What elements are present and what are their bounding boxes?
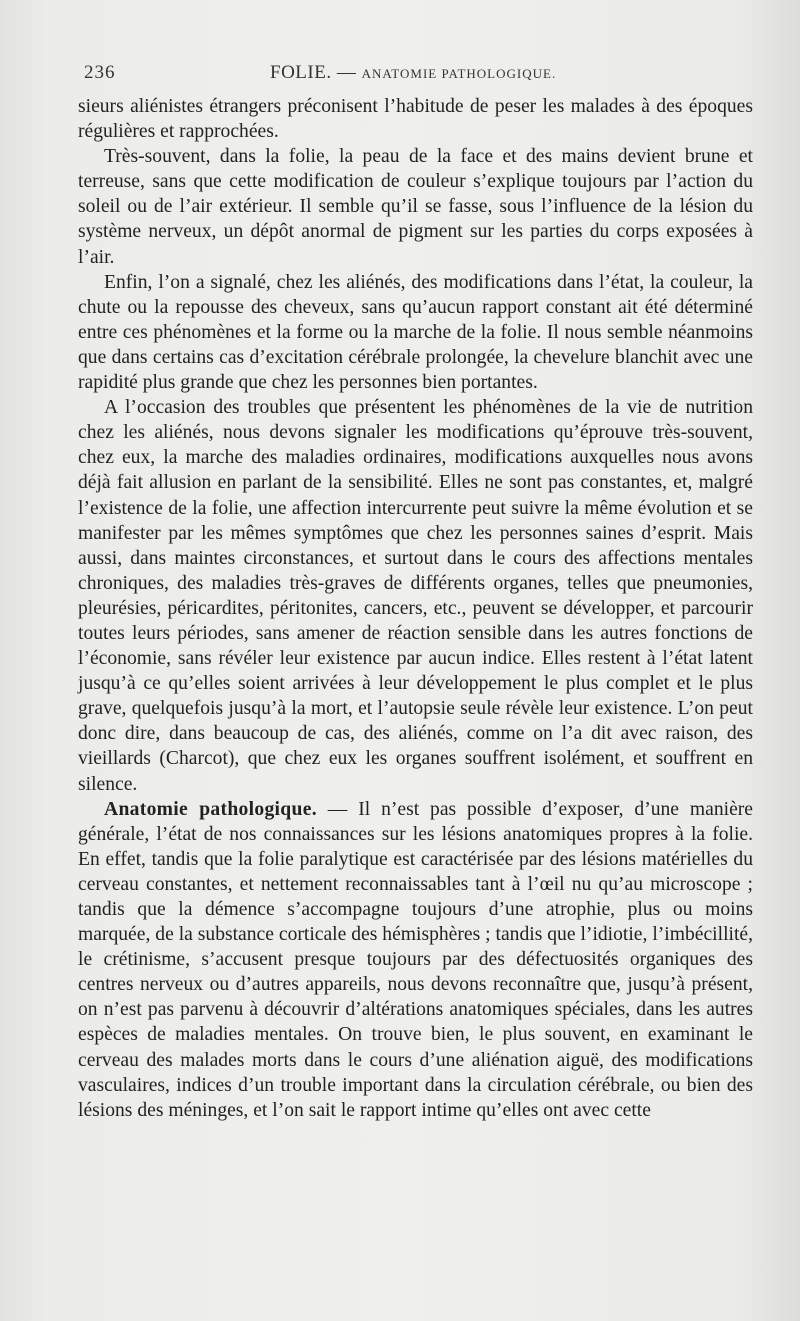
paragraph-text: sieurs aliénistes étrangers préconisent l’habitude de peser les malades à des époques régulières et rapprochées. [78,96,753,143]
paragraph-anatomie-pathologique [78,797,753,1123]
running-head [84,62,754,88]
paragraph-intercurrent-diseases [78,395,753,797]
paragraph-text: Très-souvent, dans la folie, la peau de la face et des mains devient brune et terreuse, sans que cette modification de couleur s’explique toujours par l’action du soleil ou de l’air extérieur. Il semble qu’il se fasse, sous l’influence de la lésion du système nerveux, un dépôt anormal de pigment sur les parties du corps exposées à l’air. [78,146,753,268]
chapter-title: FOLIE. [270,62,332,83]
paragraph-text: — Il n’est pas possible d’exposer, d’une manière générale, l’état de nos connaissances sur les lésions anatomiques propres à la folie. En effet, tandis que la folie paralytique est caractérisée par des lésions matérielles du cerveau constantes, et nettement reconnaissables tant à l’œil nu qu’au microscope ; tandis que la démence s’accompagne toujours d’une atrophie, plus ou moins marquée, de la substance corticale des hémisphères ; tandis que l’idiotie, l’imbécillité, le crétinisme, s’accusent presque toujours par des défectuosités organiques des centres nerveux ou d’autres appareils, nous devons reconnaître que, jusqu’à présent, on n’est pas parvenu à découvrir d’altérations anatomiques spéciales, dans les autres espèces de maladies mentales. On trouve bien, le plus souvent, en examinant le cerveau des malades morts dans le cours d’une aliénation aiguë, des modifications vasculaires, indices d’un trouble important dans la circulation cérébrale, ou bien des lésions des méninges, et l’on sait le rapport intime qu’elles ont avec cette [78,798,753,1121]
title-separator: — [336,62,357,83]
paragraph-text: Enfin, l’on a signalé, chez les aliénés, des modifications dans l’état, la couleur, la chute ou la repousse des cheveux, sans qu’aucun rapport constant ait été déterminé entre ces phénomènes et la forme ou la marche de la folie. Il nous semble néanmoins que dans certains cas d’excitation cérébrale prolongée, la chevelure blanchit avec une rapidité plus grande que chez les personnes bien portantes. [78,271,753,394]
paragraph-text: A l’occasion des troubles que présentent les phénomènes de la vie de nutrition chez les aliénés, nous devons signaler les modifications qu’éprouve très-souvent, chez eux, la marche des maladies ordinaires, modifications auxquelles nous avons déjà fait allusion en parlant de la sensibilité. Elles ne sont pas constantes, et, malgré l’existence de la folie, une affection intercurrente peut suivre la même évolution et se manifester par les mêmes symptômes que chez les personnes saines d’esprit. Mais aussi, dans maintes circonstances, et surtout dans le cours des affections mentales chroniques, des maladies très-graves de différents organes, telles que pneumonies, pleurésies, péricardites, péritonites, cancers, etc., peuvent se développer, et parcourir toutes leurs périodes, sans amener de réaction sensible dans les autres fonctions de l’économie, sans révéler leur existence par aucun indice. Elles restent à l’état latent jusqu’à ce qu’elles soient arrivées à leur développement le plus complet et le plus grave, quelquefois jusqu’à la mort, et l’autopsie seule révèle leur existence. L’on peut donc dire, dans beaucoup de cas, des aliénés, comme on l’a dit avec raison, des vieillards (Charcot), que chez eux les organes souffrent isolément, et souffrent en silence. [78,397,753,795]
body-text [78,94,753,1123]
section-heading: Anatomie pathologique. [104,798,317,820]
page-number: 236 [84,62,116,83]
paragraph-hair-changes [78,270,753,395]
running-head-title [270,62,556,84]
section-title: ANATOMIE PATHOLOGIQUE. [361,66,557,81]
paragraph-skin-color [78,144,753,269]
paragraph-continuation [78,94,753,144]
